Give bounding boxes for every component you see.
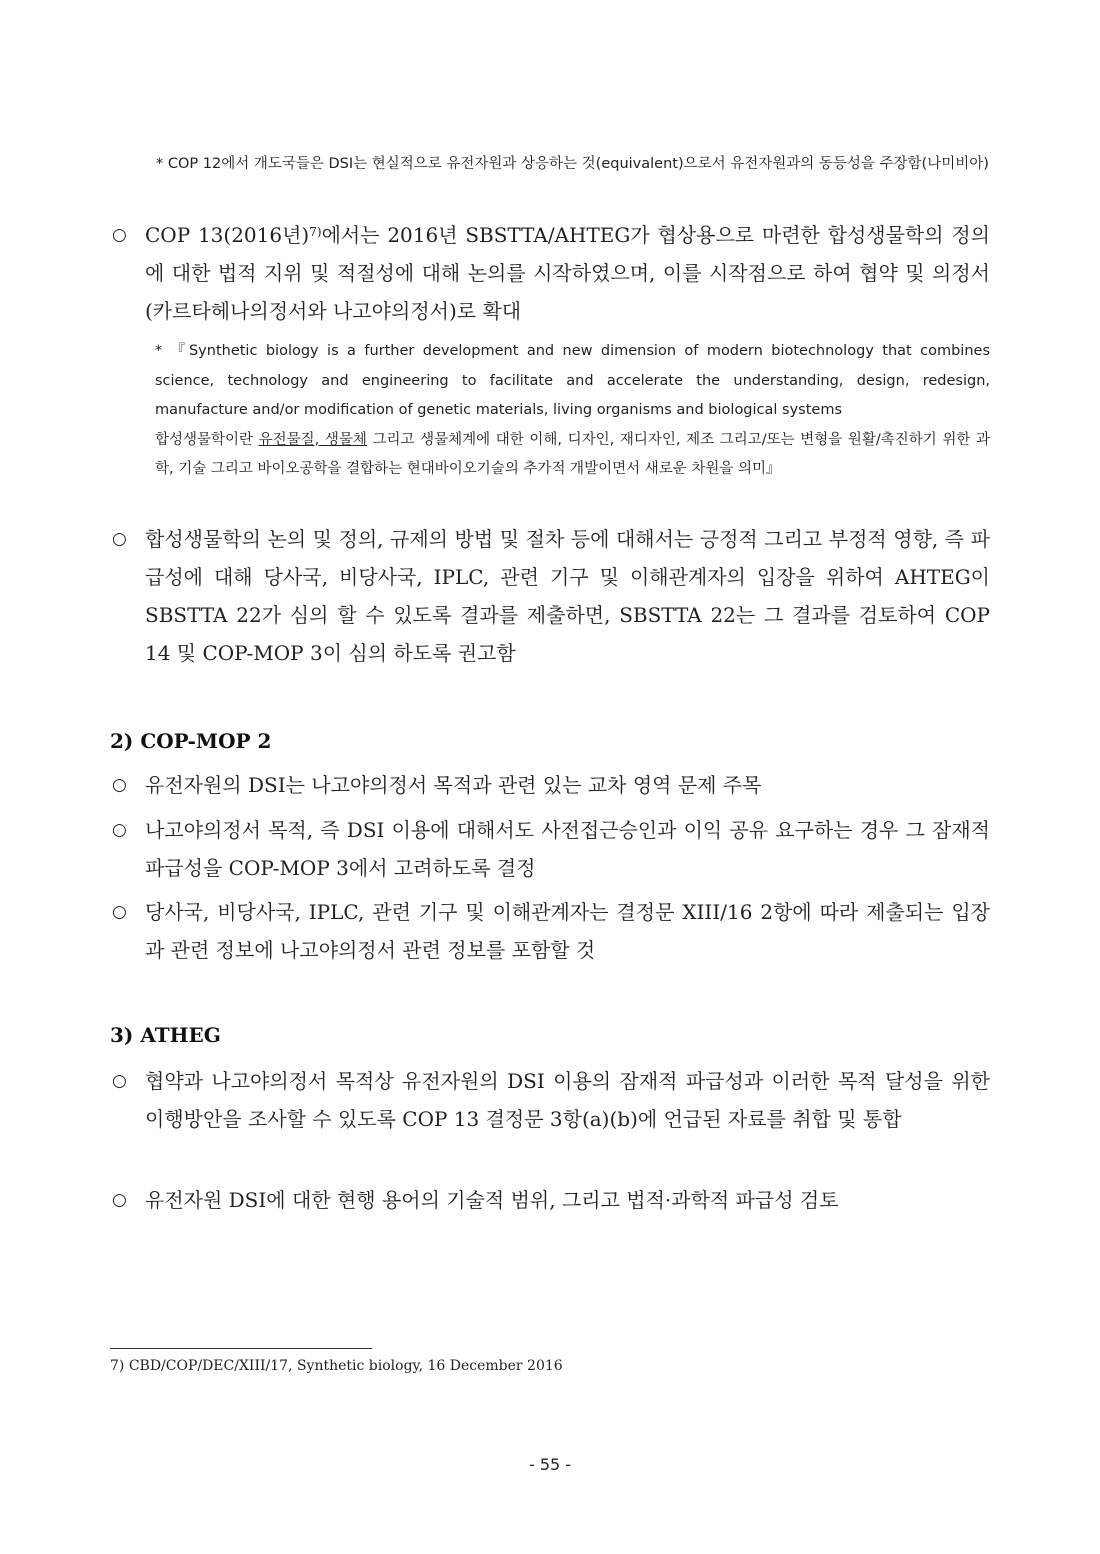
page-number: - 55 - (528, 1455, 572, 1474)
bullet-marker: ○ (112, 1071, 127, 1091)
bullet-synthetic-biology-discussion (112, 520, 990, 672)
bullet-text: 유전자원의 DSI는 나고야의정서 목적과 관련 있는 교차 영역 문제 주목 (145, 773, 762, 797)
bullet-dsi-cross-cutting (112, 766, 990, 804)
note-synthetic-biology-definition: * 『Synthetic biology is a further development and new dimension of modern biotechnology that combines science, technology and engineering to facilitate and accelerate the understanding, design, redesign, manufacture and/or modification of genetic materials, living organisms and biological systems 합성생물학이란 유전물질, 생물체 그리고 생물체계에 대한 이해, 디자인, 재디자인, 제조 그리고/또는 변형을 원활/촉진하기 위한 과학, 기술 그리고 바이오공학을 결합하는 현대바이오기술의 추가적 개발이면서 새로운 차원을 의미』 (155, 343, 991, 477)
bullet-marker: ○ (112, 1190, 127, 1210)
bullet-text: 나고야의정서 목적, 즉 DSI 이용에 대해서도 사전접근승인과 이익 공유 요구하는 경우 그 잠재적 파급성을 COP-MOP 3에서 고려하도록 결정 (145, 818, 990, 880)
bullet-text: 유전자원 DSI에 대한 현행 용어의 기술적 범위, 그리고 법적·과학적 파급성 검토 (145, 1188, 839, 1212)
footnote: 7) CBD/COP/DEC/XIII/17, Synthetic biology, 16 December 2016 (110, 1358, 563, 1374)
bullet-marker: ○ (112, 902, 127, 922)
footnote-reference: 7) (309, 225, 322, 239)
definition-english: 『Synthetic biology is a further development and new dimension of modern biotechnology that combines science, technology and engineering to facilitate and accelerate the understanding, design, redesign, manufacture and/or modification of genetic materials, living organisms and biological systems (155, 343, 991, 418)
bullet-marker: ○ (112, 225, 127, 245)
bullet-text: COP 13(2016년)$^{7)}$에서는 2016년 SBSTTA/AHTEG가 협상용으로 마련한 합성생물학의 정의에 대한 법적 지위 및 적절성에 대해 논의를 시작하였으며, 이를 시작점으로 하여 협약 및 의정서(카르타헤나의정서와 나고야의정서)로 확대 (145, 223, 990, 323)
bullet-marker: ○ (112, 775, 127, 795)
bullet-cop13 (112, 216, 990, 330)
footnote-divider (110, 1348, 372, 1349)
bullet-submission-information (112, 893, 990, 969)
bullet-compile-information (112, 1062, 990, 1138)
bullet-text: 당사국, 비당사국, IPLC, 관련 기구 및 이해관계자는 결정문 XIII/16 2항에 따라 제출되는 입장과 관련 정보에 나고야의정서 관련 정보를 포함할 것 (145, 900, 990, 962)
section-heading-cop-mop-2: 2) COP-MOP 2 (110, 729, 272, 753)
bullet-terminology-scope (112, 1181, 990, 1219)
bullet-pic-benefit-sharing (112, 811, 990, 887)
underlined-term: 유전물질, 생물체 (258, 431, 367, 448)
bullet-marker: ○ (112, 820, 127, 840)
bullet-text: 협약과 나고야의정서 목적상 유전자원의 DSI 이용의 잠재적 파급성과 이러한 목적 달성을 위한 이행방안을 조사할 수 있도록 COP 13 결정문 3항(a)(b)에 언급된 자료를 취합 및 통합 (145, 1069, 990, 1131)
bullet-text: 합성생물학의 논의 및 정의, 규제의 방법 및 절차 등에 대해서는 긍정적 그리고 부정적 영향, 즉 파급성에 대해 당사국, 비당사국, IPLC, 관련 기구 및 이해관계자의 입장을 위하여 AHTEG이 SBSTTA 22가 심의 할 수 있도록 결과를 제출하면, SBSTTA 22는 그 결과를 검토하여 COP 14 및 COP-MOP 3이 심의 하도록 권고함 (145, 527, 990, 665)
note-star: * (156, 156, 164, 172)
bullet-marker: ○ (112, 529, 127, 549)
note-star: * (155, 343, 163, 359)
note-text: COP 12에서 개도국들은 DSI는 현실적으로 유전자원과 상응하는 것(equivalent)으로서 유전자원과의 동등성을 주장함(나미비아) (167, 156, 989, 172)
note-namibia (150, 150, 990, 180)
section-heading-atheg: 3) ATHEG (110, 1023, 221, 1047)
